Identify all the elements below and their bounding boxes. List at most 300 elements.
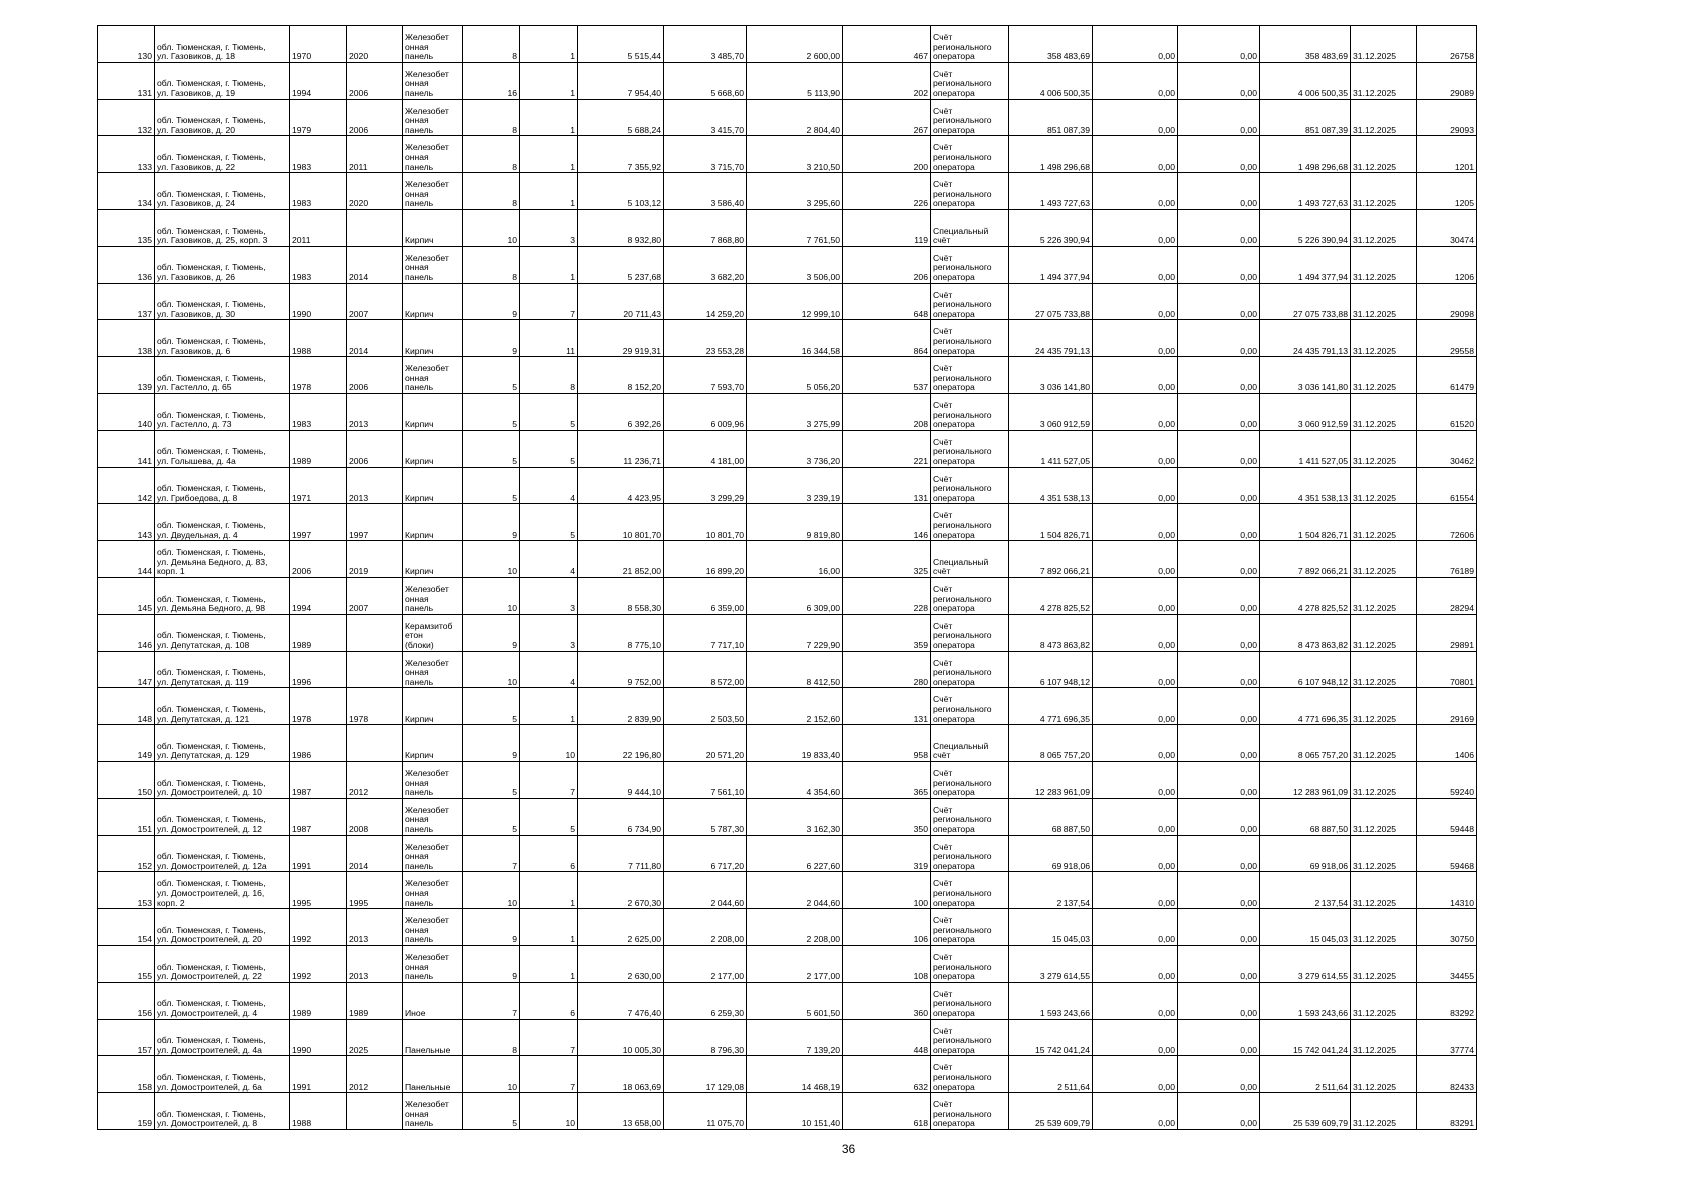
cell-owned-area: 7 229,90	[747, 614, 843, 651]
cell-building-id: 30474	[1417, 209, 1477, 246]
cell-amount-b: 0,00	[1178, 909, 1260, 946]
cell-total-amount: 1 498 296,68	[1260, 136, 1351, 173]
cell-date: 31.12.2025	[1351, 99, 1417, 136]
cell-fund-type: Счёт регионального оператора	[931, 909, 1009, 946]
cell-residents: 146	[843, 504, 931, 541]
cell-row-number: 136	[98, 246, 155, 283]
cell-address: обл. Тюменская, г. Тюмень, ул. Газовиков, д. 6	[155, 320, 290, 357]
cell-amount-a: 0,00	[1093, 761, 1178, 798]
cell-wall-material: Кирпич	[403, 320, 463, 357]
cell-total-amount: 851 087,39	[1260, 99, 1351, 136]
cell-year-renovated: 2008	[347, 798, 403, 835]
cell-residential-area: 2 503,50	[664, 688, 747, 725]
cell-entrances: 1	[520, 26, 578, 63]
cell-floors: 10	[463, 1056, 520, 1093]
cell-total-area: 2 839,90	[578, 688, 664, 725]
cell-year-renovated: 2025	[347, 1019, 403, 1056]
cell-date: 31.12.2025	[1351, 725, 1417, 762]
cell-fund-type: Счёт регионального оператора	[931, 835, 1009, 872]
cell-building-id: 1201	[1417, 136, 1477, 173]
cell-row-number: 140	[98, 393, 155, 430]
cell-total-area: 4 423,95	[578, 467, 664, 504]
cell-total-amount: 7 892 066,21	[1260, 541, 1351, 578]
cell-entrances: 4	[520, 467, 578, 504]
cell-building-id: 28294	[1417, 577, 1477, 614]
cell-fund-type: Счёт регионального оператора	[931, 62, 1009, 99]
cell-residential-area: 3 682,20	[664, 246, 747, 283]
cell-wall-material: Железобет онная панель	[403, 173, 463, 210]
cell-floors: 9	[463, 614, 520, 651]
cell-amount-b: 0,00	[1178, 835, 1260, 872]
cell-total-amount: 27 075 733,88	[1260, 283, 1351, 320]
cell-wall-material: Железобет онная панель	[403, 246, 463, 283]
cell-total-amount: 8 065 757,20	[1260, 725, 1351, 762]
cell-year-renovated: 1995	[347, 872, 403, 909]
cell-fund-type: Счёт регионального оператора	[931, 393, 1009, 430]
cell-total-area: 10 801,70	[578, 504, 664, 541]
table-row	[98, 136, 1477, 173]
cell-owned-area: 7 139,20	[747, 1019, 843, 1056]
cell-residential-area: 7 868,80	[664, 209, 747, 246]
cell-floors: 8	[463, 26, 520, 63]
cell-wall-material: Железобет онная панель	[403, 651, 463, 688]
cell-address: обл. Тюменская, г. Тюмень, ул. Домостроителей, д. 12а	[155, 835, 290, 872]
cell-date: 31.12.2025	[1351, 872, 1417, 909]
cell-fund-balance: 25 539 609,79	[1009, 1093, 1093, 1130]
cell-entrances: 6	[520, 835, 578, 872]
table-row	[98, 541, 1477, 578]
cell-fund-type: Счёт регионального оператора	[931, 26, 1009, 63]
cell-amount-a: 0,00	[1093, 283, 1178, 320]
cell-residents: 958	[843, 725, 931, 762]
cell-entrances: 5	[520, 430, 578, 467]
cell-residents: 648	[843, 283, 931, 320]
cell-entrances: 3	[520, 577, 578, 614]
cell-total-amount: 4 006 500,35	[1260, 62, 1351, 99]
cell-residential-area: 5 787,30	[664, 798, 747, 835]
cell-residents: 325	[843, 541, 931, 578]
cell-fund-type: Счёт регионального оператора	[931, 982, 1009, 1019]
cell-address: обл. Тюменская, г. Тюмень, ул. Двудельная, д. 4	[155, 504, 290, 541]
cell-year-renovated: 2007	[347, 283, 403, 320]
cell-residents: 226	[843, 173, 931, 210]
cell-total-amount: 4 278 825,52	[1260, 577, 1351, 614]
table-row	[98, 835, 1477, 872]
cell-wall-material: Кирпич	[403, 430, 463, 467]
cell-amount-b: 0,00	[1178, 246, 1260, 283]
cell-total-amount: 24 435 791,13	[1260, 320, 1351, 357]
cell-owned-area: 7 761,50	[747, 209, 843, 246]
cell-fund-balance: 4 006 500,35	[1009, 62, 1093, 99]
cell-fund-type: Счёт регионального оператора	[931, 357, 1009, 394]
cell-date: 31.12.2025	[1351, 982, 1417, 1019]
cell-total-amount: 25 539 609,79	[1260, 1093, 1351, 1130]
cell-entrances: 5	[520, 393, 578, 430]
cell-row-number: 157	[98, 1019, 155, 1056]
cell-year-renovated	[347, 614, 403, 651]
cell-date: 31.12.2025	[1351, 393, 1417, 430]
cell-year-built: 1997	[290, 504, 347, 541]
cell-fund-type: Счёт регионального оператора	[931, 283, 1009, 320]
cell-residents: 467	[843, 26, 931, 63]
cell-entrances: 1	[520, 872, 578, 909]
cell-owned-area: 6 309,00	[747, 577, 843, 614]
cell-entrances: 1	[520, 173, 578, 210]
cell-row-number: 147	[98, 651, 155, 688]
cell-amount-a: 0,00	[1093, 651, 1178, 688]
cell-address: обл. Тюменская, г. Тюмень, ул. Грибоедова, д. 8	[155, 467, 290, 504]
cell-date: 31.12.2025	[1351, 761, 1417, 798]
cell-row-number: 138	[98, 320, 155, 357]
cell-owned-area: 3 275,99	[747, 393, 843, 430]
cell-year-renovated: 2019	[347, 541, 403, 578]
cell-residents: 319	[843, 835, 931, 872]
cell-entrances: 10	[520, 725, 578, 762]
cell-amount-a: 0,00	[1093, 99, 1178, 136]
cell-total-area: 7 355,92	[578, 136, 664, 173]
cell-fund-type: Счёт регионального оператора	[931, 614, 1009, 651]
cell-residential-area: 3 586,40	[664, 173, 747, 210]
cell-row-number: 145	[98, 577, 155, 614]
cell-row-number: 130	[98, 26, 155, 63]
cell-row-number: 152	[98, 835, 155, 872]
cell-year-renovated: 1989	[347, 982, 403, 1019]
cell-amount-b: 0,00	[1178, 577, 1260, 614]
cell-fund-type: Счёт регионального оператора	[931, 136, 1009, 173]
cell-row-number: 133	[98, 136, 155, 173]
cell-entrances: 7	[520, 1019, 578, 1056]
cell-total-area: 10 005,30	[578, 1019, 664, 1056]
cell-date: 31.12.2025	[1351, 614, 1417, 651]
cell-fund-balance: 69 918,06	[1009, 835, 1093, 872]
cell-fund-balance: 3 036 141,80	[1009, 357, 1093, 394]
cell-row-number: 154	[98, 909, 155, 946]
cell-owned-area: 2 208,00	[747, 909, 843, 946]
table-row	[98, 283, 1477, 320]
cell-address: обл. Тюменская, г. Тюмень, ул. Домостроителей, д. 22	[155, 945, 290, 982]
cell-floors: 10	[463, 577, 520, 614]
cell-entrances: 1	[520, 688, 578, 725]
cell-year-built: 1990	[290, 283, 347, 320]
cell-year-renovated: 1997	[347, 504, 403, 541]
cell-amount-a: 0,00	[1093, 467, 1178, 504]
cell-year-built: 1988	[290, 320, 347, 357]
cell-date: 31.12.2025	[1351, 283, 1417, 320]
cell-building-id: 14310	[1417, 872, 1477, 909]
cell-entrances: 5	[520, 504, 578, 541]
cell-total-amount: 358 483,69	[1260, 26, 1351, 63]
cell-address: обл. Тюменская, г. Тюмень, ул. Газовиков, д. 18	[155, 26, 290, 63]
cell-residents: 119	[843, 209, 931, 246]
table-row	[98, 761, 1477, 798]
cell-row-number: 155	[98, 945, 155, 982]
cell-fund-balance: 4 351 538,13	[1009, 467, 1093, 504]
cell-building-id: 29169	[1417, 688, 1477, 725]
cell-residential-area: 20 571,20	[664, 725, 747, 762]
cell-date: 31.12.2025	[1351, 246, 1417, 283]
cell-fund-type: Счёт регионального оператора	[931, 945, 1009, 982]
cell-residential-area: 14 259,20	[664, 283, 747, 320]
cell-fund-balance: 27 075 733,88	[1009, 283, 1093, 320]
cell-date: 31.12.2025	[1351, 1056, 1417, 1093]
cell-building-id: 1206	[1417, 246, 1477, 283]
table-row	[98, 909, 1477, 946]
cell-building-id: 30750	[1417, 909, 1477, 946]
cell-wall-material: Железобет онная панель	[403, 357, 463, 394]
table-row	[98, 320, 1477, 357]
table-row	[98, 1019, 1477, 1056]
cell-owned-area: 2 804,40	[747, 99, 843, 136]
cell-residents: 864	[843, 320, 931, 357]
cell-entrances: 1	[520, 62, 578, 99]
cell-building-id: 61520	[1417, 393, 1477, 430]
cell-entrances: 5	[520, 798, 578, 835]
cell-wall-material: Железобет онная панель	[403, 62, 463, 99]
cell-total-amount: 15 742 041,24	[1260, 1019, 1351, 1056]
cell-floors: 5	[463, 357, 520, 394]
cell-amount-b: 0,00	[1178, 761, 1260, 798]
cell-total-area: 7 711,80	[578, 835, 664, 872]
cell-row-number: 159	[98, 1093, 155, 1130]
cell-date: 31.12.2025	[1351, 909, 1417, 946]
cell-floors: 9	[463, 725, 520, 762]
cell-floors: 10	[463, 541, 520, 578]
table-row	[98, 430, 1477, 467]
cell-total-area: 8 152,20	[578, 357, 664, 394]
cell-fund-balance: 12 283 961,09	[1009, 761, 1093, 798]
cell-year-built: 1983	[290, 173, 347, 210]
cell-building-id: 72606	[1417, 504, 1477, 541]
cell-amount-b: 0,00	[1178, 688, 1260, 725]
cell-year-built: 1991	[290, 835, 347, 872]
cell-address: обл. Тюменская, г. Тюмень, ул. Домостроителей, д. 8	[155, 1093, 290, 1130]
cell-residential-area: 6 009,96	[664, 393, 747, 430]
cell-amount-a: 0,00	[1093, 541, 1178, 578]
cell-residential-area: 3 415,70	[664, 99, 747, 136]
cell-building-id: 1406	[1417, 725, 1477, 762]
cell-owned-area: 5 601,50	[747, 982, 843, 1019]
cell-residential-area: 3 715,70	[664, 136, 747, 173]
cell-total-amount: 3 279 614,55	[1260, 945, 1351, 982]
cell-row-number: 132	[98, 99, 155, 136]
cell-date: 31.12.2025	[1351, 209, 1417, 246]
cell-amount-b: 0,00	[1178, 872, 1260, 909]
cell-amount-a: 0,00	[1093, 504, 1178, 541]
cell-building-id: 61554	[1417, 467, 1477, 504]
cell-address: обл. Тюменская, г. Тюмень, ул. Депутатская, д. 108	[155, 614, 290, 651]
cell-address: обл. Тюменская, г. Тюмень, ул. Домостроителей, д. 4	[155, 982, 290, 1019]
cell-residents: 131	[843, 688, 931, 725]
cell-amount-a: 0,00	[1093, 725, 1178, 762]
cell-year-renovated: 2014	[347, 835, 403, 872]
cell-building-id: 1205	[1417, 173, 1477, 210]
cell-fund-type: Счёт регионального оператора	[931, 872, 1009, 909]
cell-year-built: 1994	[290, 577, 347, 614]
table-row	[98, 1093, 1477, 1130]
cell-amount-a: 0,00	[1093, 430, 1178, 467]
cell-address: обл. Тюменская, г. Тюмень, ул. Гастелло, д. 73	[155, 393, 290, 430]
cell-floors: 8	[463, 173, 520, 210]
cell-floors: 5	[463, 430, 520, 467]
cell-residential-area: 7 561,10	[664, 761, 747, 798]
cell-residents: 350	[843, 798, 931, 835]
cell-residential-area: 6 259,30	[664, 982, 747, 1019]
cell-owned-area: 2 600,00	[747, 26, 843, 63]
table-row	[98, 99, 1477, 136]
cell-building-id: 29891	[1417, 614, 1477, 651]
cell-year-renovated	[347, 651, 403, 688]
cell-row-number: 141	[98, 430, 155, 467]
cell-wall-material: Панельные	[403, 1056, 463, 1093]
cell-total-area: 22 196,80	[578, 725, 664, 762]
cell-wall-material: Кирпич	[403, 209, 463, 246]
cell-year-built: 1988	[290, 1093, 347, 1130]
cell-total-amount: 3 036 141,80	[1260, 357, 1351, 394]
cell-year-built: 1983	[290, 136, 347, 173]
cell-residential-area: 7 593,70	[664, 357, 747, 394]
cell-residents: 106	[843, 909, 931, 946]
cell-floors: 9	[463, 320, 520, 357]
cell-address: обл. Тюменская, г. Тюмень, ул. Газовиков, д. 26	[155, 246, 290, 283]
cell-residents: 202	[843, 62, 931, 99]
cell-owned-area: 3 239,19	[747, 467, 843, 504]
cell-year-renovated: 1978	[347, 688, 403, 725]
cell-fund-balance: 8 473 863,82	[1009, 614, 1093, 651]
cell-residential-area: 2 177,00	[664, 945, 747, 982]
cell-year-renovated: 2013	[347, 467, 403, 504]
cell-year-renovated: 2006	[347, 99, 403, 136]
table-row	[98, 357, 1477, 394]
cell-total-amount: 1 411 527,05	[1260, 430, 1351, 467]
cell-address: обл. Тюменская, г. Тюмень, ул. Депутатская, д. 129	[155, 725, 290, 762]
cell-amount-b: 0,00	[1178, 99, 1260, 136]
cell-residential-area: 16 899,20	[664, 541, 747, 578]
cell-wall-material: Железобет онная панель	[403, 1093, 463, 1130]
cell-entrances: 1	[520, 136, 578, 173]
cell-residents: 359	[843, 614, 931, 651]
cell-residents: 221	[843, 430, 931, 467]
cell-residents: 448	[843, 1019, 931, 1056]
cell-row-number: 146	[98, 614, 155, 651]
cell-amount-a: 0,00	[1093, 909, 1178, 946]
table-row	[98, 1056, 1477, 1093]
cell-owned-area: 4 354,60	[747, 761, 843, 798]
cell-year-built: 1992	[290, 945, 347, 982]
cell-residents: 208	[843, 393, 931, 430]
cell-fund-type: Счёт регионального оператора	[931, 761, 1009, 798]
cell-amount-b: 0,00	[1178, 209, 1260, 246]
cell-address: обл. Тюменская, г. Тюмень, ул. Газовиков, д. 24	[155, 173, 290, 210]
table-row	[98, 982, 1477, 1019]
cell-entrances: 3	[520, 614, 578, 651]
cell-total-amount: 1 593 243,66	[1260, 982, 1351, 1019]
table-row	[98, 577, 1477, 614]
cell-row-number: 149	[98, 725, 155, 762]
cell-floors: 10	[463, 209, 520, 246]
cell-amount-b: 0,00	[1178, 136, 1260, 173]
cell-amount-a: 0,00	[1093, 577, 1178, 614]
cell-owned-area: 10 151,40	[747, 1093, 843, 1130]
cell-amount-b: 0,00	[1178, 357, 1260, 394]
cell-address: обл. Тюменская, г. Тюмень, ул. Депутатская, д. 121	[155, 688, 290, 725]
cell-owned-area: 16 344,58	[747, 320, 843, 357]
cell-entrances: 10	[520, 1093, 578, 1130]
cell-fund-type: Счёт регионального оператора	[931, 1056, 1009, 1093]
cell-building-id: 34455	[1417, 945, 1477, 982]
cell-floors: 5	[463, 688, 520, 725]
cell-total-amount: 2 137,54	[1260, 872, 1351, 909]
cell-fund-balance: 5 226 390,94	[1009, 209, 1093, 246]
cell-wall-material: Кирпич	[403, 541, 463, 578]
cell-entrances: 7	[520, 283, 578, 320]
cell-wall-material: Кирпич	[403, 688, 463, 725]
cell-residents: 108	[843, 945, 931, 982]
cell-floors: 7	[463, 835, 520, 872]
cell-date: 31.12.2025	[1351, 26, 1417, 63]
cell-floors: 9	[463, 945, 520, 982]
cell-fund-type: Счёт регионального оператора	[931, 504, 1009, 541]
cell-year-renovated: 2011	[347, 136, 403, 173]
cell-amount-b: 0,00	[1178, 725, 1260, 762]
cell-residential-area: 10 801,70	[664, 504, 747, 541]
cell-entrances: 11	[520, 320, 578, 357]
cell-entrances: 6	[520, 982, 578, 1019]
cell-amount-a: 0,00	[1093, 320, 1178, 357]
cell-row-number: 144	[98, 541, 155, 578]
cell-amount-a: 0,00	[1093, 872, 1178, 909]
cell-entrances: 3	[520, 209, 578, 246]
cell-fund-type: Счёт регионального оператора	[931, 99, 1009, 136]
cell-owned-area: 5 113,90	[747, 62, 843, 99]
cell-fund-balance: 4 278 825,52	[1009, 577, 1093, 614]
cell-fund-balance: 15 045,03	[1009, 909, 1093, 946]
cell-year-renovated: 2014	[347, 246, 403, 283]
cell-address: обл. Тюменская, г. Тюмень, ул. Газовиков, д. 25, корп. 3	[155, 209, 290, 246]
cell-total-area: 5 515,44	[578, 26, 664, 63]
table-row	[98, 725, 1477, 762]
cell-year-built: 1970	[290, 26, 347, 63]
cell-fund-balance: 3 060 912,59	[1009, 393, 1093, 430]
cell-amount-a: 0,00	[1093, 246, 1178, 283]
cell-fund-type: Счёт регионального оператора	[931, 246, 1009, 283]
cell-residents: 280	[843, 651, 931, 688]
cell-date: 31.12.2025	[1351, 467, 1417, 504]
cell-residents: 100	[843, 872, 931, 909]
cell-total-area: 20 711,43	[578, 283, 664, 320]
cell-date: 31.12.2025	[1351, 541, 1417, 578]
cell-residents: 228	[843, 577, 931, 614]
table-row	[98, 651, 1477, 688]
cell-floors: 8	[463, 246, 520, 283]
cell-year-renovated: 2013	[347, 393, 403, 430]
cell-entrances: 4	[520, 541, 578, 578]
cell-date: 31.12.2025	[1351, 430, 1417, 467]
cell-address: обл. Тюменская, г. Тюмень, ул. Депутатская, д. 119	[155, 651, 290, 688]
cell-owned-area: 3 162,30	[747, 798, 843, 835]
cell-building-id: 29093	[1417, 99, 1477, 136]
cell-owned-area: 3 295,60	[747, 173, 843, 210]
cell-fund-type: Счёт регионального оператора	[931, 688, 1009, 725]
cell-owned-area: 3 736,20	[747, 430, 843, 467]
cell-address: обл. Тюменская, г. Тюмень, ул. Газовиков, д. 22	[155, 136, 290, 173]
cell-address: обл. Тюменская, г. Тюмень, ул. Домостроителей, д. 20	[155, 909, 290, 946]
cell-fund-type: Счёт регионального оператора	[931, 320, 1009, 357]
cell-row-number: 134	[98, 173, 155, 210]
cell-total-area: 5 237,68	[578, 246, 664, 283]
cell-row-number: 150	[98, 761, 155, 798]
cell-total-area: 9 444,10	[578, 761, 664, 798]
cell-year-built: 1983	[290, 393, 347, 430]
